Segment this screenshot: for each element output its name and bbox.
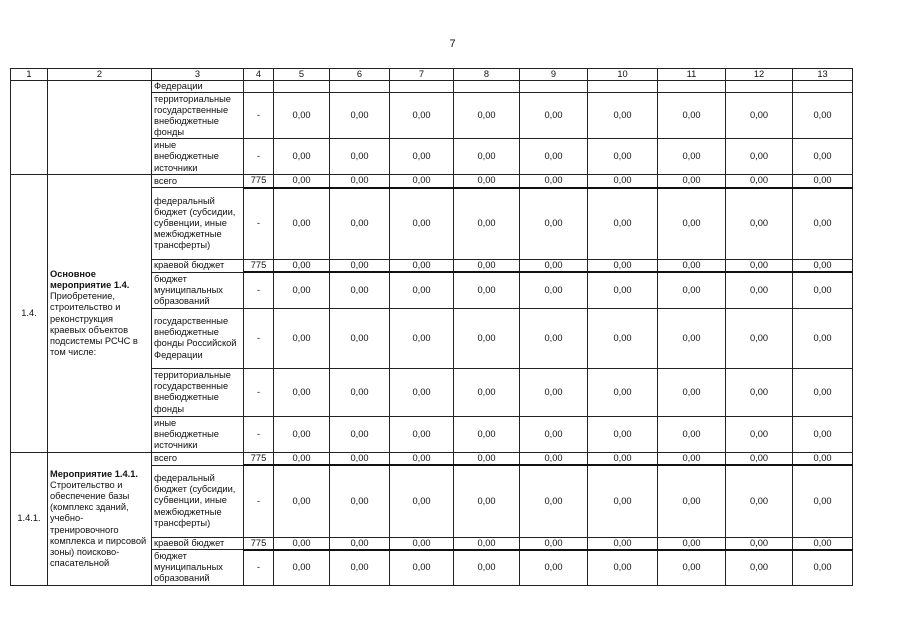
amount-cell: 0,00 (520, 93, 588, 139)
section-title-bold: Мероприятие 1.4.1. (50, 468, 138, 479)
amount-cell: 0,00 (588, 308, 658, 368)
col-header: 8 (454, 69, 520, 81)
amount-cell: 0,00 (330, 175, 390, 188)
amount-cell: 0,00 (793, 175, 853, 188)
col-header: 10 (588, 69, 658, 81)
col-header: 9 (520, 69, 588, 81)
source-label: бюджет муниципальных образований (152, 272, 244, 308)
amount-cell: 0,00 (726, 93, 793, 139)
amount-cell: 0,00 (274, 537, 330, 550)
amount-cell: 0,00 (726, 537, 793, 550)
amount-cell: 0,00 (588, 272, 658, 308)
budget-table (10, 68, 853, 586)
budget-code: - (244, 465, 274, 537)
amount-cell: 0,00 (390, 537, 454, 550)
amount-cell: 0,00 (658, 452, 726, 465)
col-header: 6 (330, 69, 390, 81)
amount-cell: 0,00 (454, 537, 520, 550)
amount-cell: 0,00 (726, 368, 793, 416)
amount-cell: 0,00 (274, 550, 330, 586)
amount-cell: 0,00 (520, 465, 588, 537)
amount-cell: 0,00 (793, 452, 853, 465)
col-header: 1 (11, 69, 48, 81)
amount-cell: 0,00 (274, 139, 330, 175)
amount-cell: 0,00 (274, 175, 330, 188)
section-title (48, 452, 152, 585)
col-header: 4 (244, 69, 274, 81)
amount-cell: 0,00 (330, 465, 390, 537)
amount-cell: 0,00 (520, 272, 588, 308)
amount-cell: 0,00 (390, 272, 454, 308)
amount-cell: 0,00 (390, 188, 454, 260)
amount-cell: 0,00 (793, 308, 853, 368)
amount-cell: 0,00 (588, 188, 658, 260)
budget-code: - (244, 416, 274, 452)
amount-cell: 0,00 (274, 93, 330, 139)
amount-cell: 0,00 (793, 416, 853, 452)
amount-cell: 0,00 (390, 550, 454, 586)
source-label: иные внебюджетные источники (152, 416, 244, 452)
page-number: 7 (449, 38, 456, 50)
amount-cell: 0,00 (658, 260, 726, 273)
amount-cell: 0,00 (726, 308, 793, 368)
budget-code: - (244, 308, 274, 368)
amount-cell: 0,00 (726, 550, 793, 586)
amount-cell: 0,00 (274, 308, 330, 368)
amount-cell: 0,00 (588, 175, 658, 188)
source-label: краевой бюджет (152, 260, 244, 273)
amount-cell: 0,00 (793, 537, 853, 550)
amount-cell: 0,00 (330, 272, 390, 308)
section-title (48, 175, 152, 452)
amount-cell: 0,00 (520, 188, 588, 260)
col-header: 3 (152, 69, 244, 81)
amount-cell: 0,00 (793, 93, 853, 139)
source-label: всего (152, 452, 244, 465)
section-code: 1.4. (11, 175, 48, 452)
amount-cell: 0,00 (520, 175, 588, 188)
budget-code: - (244, 368, 274, 416)
source-label: федеральный бюджет (субсидии, субвенции, иные межбюджетные трансферты) (152, 188, 244, 260)
amount-cell: 0,00 (454, 550, 520, 586)
col-header: 7 (390, 69, 454, 81)
amount-cell: 0,00 (726, 260, 793, 273)
amount-cell: 0,00 (588, 260, 658, 273)
amount-cell: 0,00 (658, 416, 726, 452)
amount-cell: 0,00 (658, 537, 726, 550)
amount-cell: 0,00 (330, 537, 390, 550)
budget-code: - (244, 272, 274, 308)
amount-cell: 0,00 (330, 308, 390, 368)
amount-cell: 0,00 (390, 93, 454, 139)
amount-cell: 0,00 (274, 188, 330, 260)
amount-cell: 0,00 (454, 260, 520, 273)
budget-code: - (244, 93, 274, 139)
amount-cell: 0,00 (588, 416, 658, 452)
col-header: 12 (726, 69, 793, 81)
amount-cell: 0,00 (520, 550, 588, 586)
amount-cell: 0,00 (390, 175, 454, 188)
col-header: 11 (658, 69, 726, 81)
amount-cell: 0,00 (726, 188, 793, 260)
budget-code: - (244, 550, 274, 586)
source-label: краевой бюджет (152, 537, 244, 550)
amount-cell: 0,00 (793, 139, 853, 175)
amount-cell: 0,00 (588, 465, 658, 537)
amount-cell: 0,00 (330, 452, 390, 465)
budget-code: 775 (244, 537, 274, 550)
amount-cell: 0,00 (330, 416, 390, 452)
source-label: государственные внебюджетные фонды Российской Федерации (152, 308, 244, 368)
source-label: всего (152, 175, 244, 188)
budget-code: - (244, 139, 274, 175)
amount-cell: 0,00 (793, 368, 853, 416)
amount-cell: 0,00 (330, 93, 390, 139)
amount-cell: 0,00 (588, 550, 658, 586)
table-row (11, 81, 853, 93)
source-label: федеральный бюджет (субсидии, субвенции, иные межбюджетные трансферты) (152, 465, 244, 537)
table-body (11, 81, 853, 586)
col-header: 5 (274, 69, 330, 81)
amount-cell: 0,00 (726, 416, 793, 452)
amount-cell: 0,00 (588, 368, 658, 416)
section-title-rest: Строительство и обеспечение базы (комплекс зданий, учебно-тренировочного комплекса и пирсовой зоны) поисково-спасательной (50, 479, 147, 569)
amount-cell: 0,00 (390, 308, 454, 368)
row-code (11, 81, 48, 175)
source-label: территориальные государственные внебюджетные фонды (152, 368, 244, 416)
amount-cell: 0,00 (330, 368, 390, 416)
section-title-rest: Приобретение, строительство и реконструкция краевых объектов подсистемы РСЧС в том числе: (50, 291, 138, 358)
amount-cell: 0,00 (454, 139, 520, 175)
amount-cell: 0,00 (390, 260, 454, 273)
amount-cell: 0,00 (793, 272, 853, 308)
amount-cell: 0,00 (588, 93, 658, 139)
amount-cell: 0,00 (390, 452, 454, 465)
amount-cell: 0,00 (454, 452, 520, 465)
amount-cell: 0,00 (454, 93, 520, 139)
header-row (11, 69, 853, 81)
amount-cell: 0,00 (658, 272, 726, 308)
budget-code: 775 (244, 260, 274, 273)
source-label: бюджет муниципальных образований (152, 550, 244, 586)
amount-cell: 0,00 (588, 139, 658, 175)
amount-cell: 0,00 (726, 175, 793, 188)
amount-cell: 0,00 (588, 537, 658, 550)
amount-cell: 0,00 (454, 308, 520, 368)
budget-code: - (244, 188, 274, 260)
table-row (11, 175, 853, 188)
amount-cell: 0,00 (658, 93, 726, 139)
amount-cell: 0,00 (658, 175, 726, 188)
amount-cell: 0,00 (330, 188, 390, 260)
amount-cell: 0,00 (520, 537, 588, 550)
amount-cell: 0,00 (726, 139, 793, 175)
amount-cell: 0,00 (274, 368, 330, 416)
amount-cell: 0,00 (330, 260, 390, 273)
amount-cell: 0,00 (454, 175, 520, 188)
amount-cell: 0,00 (793, 465, 853, 537)
amount-cell: 0,00 (726, 465, 793, 537)
source-label: территориальные государственные внебюджетные фонды (152, 93, 244, 139)
amount-cell: 0,00 (390, 368, 454, 416)
budget-code: 775 (244, 175, 274, 188)
amount-cell: 0,00 (274, 465, 330, 537)
amount-cell: 0,00 (454, 465, 520, 537)
amount-cell: 0,00 (658, 308, 726, 368)
section-code: 1.4.1. (11, 452, 48, 585)
amount-cell: 0,00 (454, 416, 520, 452)
amount-cell: 0,00 (520, 368, 588, 416)
section-title-bold: Основное мероприятие 1.4. (50, 268, 130, 290)
amount-cell: 0,00 (390, 416, 454, 452)
amount-cell: 0,00 (793, 550, 853, 586)
amount-cell: 0,00 (793, 188, 853, 260)
amount-cell: 0,00 (520, 452, 588, 465)
col-header: 13 (793, 69, 853, 81)
row-title (48, 81, 152, 175)
amount-cell: 0,00 (454, 272, 520, 308)
amount-cell: 0,00 (454, 368, 520, 416)
amount-cell: 0,00 (658, 139, 726, 175)
table-row (11, 452, 853, 465)
amount-cell: 0,00 (658, 368, 726, 416)
amount-cell: 0,00 (793, 260, 853, 273)
amount-cell: 0,00 (726, 452, 793, 465)
amount-cell: 0,00 (274, 260, 330, 273)
amount-cell: 0,00 (330, 550, 390, 586)
amount-cell: 0,00 (520, 416, 588, 452)
amount-cell: 0,00 (520, 260, 588, 273)
amount-cell: 0,00 (454, 188, 520, 260)
amount-cell: 0,00 (520, 139, 588, 175)
amount-cell: 0,00 (390, 139, 454, 175)
budget-code: 775 (244, 452, 274, 465)
source-label: Федерации (152, 81, 244, 93)
amount-cell: 0,00 (658, 465, 726, 537)
amount-cell: 0,00 (658, 188, 726, 260)
amount-cell: 0,00 (658, 550, 726, 586)
amount-cell: 0,00 (274, 272, 330, 308)
amount-cell: 0,00 (274, 452, 330, 465)
amount-cell: 0,00 (390, 465, 454, 537)
amount-cell: 0,00 (726, 272, 793, 308)
amount-cell: 0,00 (520, 308, 588, 368)
source-label: иные внебюджетные источники (152, 139, 244, 175)
amount-cell: 0,00 (274, 416, 330, 452)
amount-cell: 0,00 (330, 139, 390, 175)
amount-cell: 0,00 (588, 452, 658, 465)
col-header: 2 (48, 69, 152, 81)
